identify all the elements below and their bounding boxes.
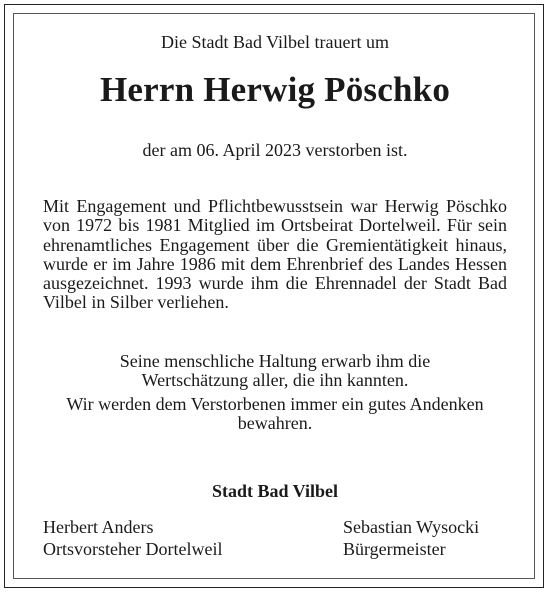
tribute-line-2: Wir werden dem Verstorbenen immer ein gutes Andenken bewahren.	[66, 393, 484, 433]
intro-line: Die Stadt Bad Vilbel trauert um	[160, 32, 390, 52]
biography-text: Mit Engagement und Pflichtbewusstsein war Herwig Pöschko von 1972 bis 1981 Mitglied im Ortsbeirat Dortelweil. Für sein ehrenamtliches Engagement über die Gremientätigkeit hinaus, wurde er im Jahre 1986 mit dem Ehrenbrief des Landes Hessen ausgezeichnet. 1993 wurde ihm die Ehrennadel der Stadt Bad Vilbel in Silber verliehen.	[43, 196, 507, 313]
signatory-right	[343, 516, 479, 560]
signatory-title: Bürgermeister	[343, 539, 446, 559]
biography-paragraph	[43, 197, 507, 313]
death-date-line: der am 06. April 2023 verstorben ist.	[142, 140, 408, 160]
tribute-block	[0, 352, 550, 433]
organization-name: Stadt Bad Vilbel	[211, 481, 339, 501]
tribute-line-1: Seine menschliche Haltung erwarb ihm die Wertschätzung aller, die ihn kannten.	[119, 351, 431, 391]
signatory-left	[43, 516, 222, 560]
signatory-name: Herbert Anders	[43, 517, 154, 537]
signatory-title: Ortsvorsteher Dortelweil	[43, 539, 223, 559]
signatory-name: Sebastian Wysocki	[343, 517, 480, 537]
deceased-name: Herrn Herwig Pöschko	[99, 70, 451, 109]
